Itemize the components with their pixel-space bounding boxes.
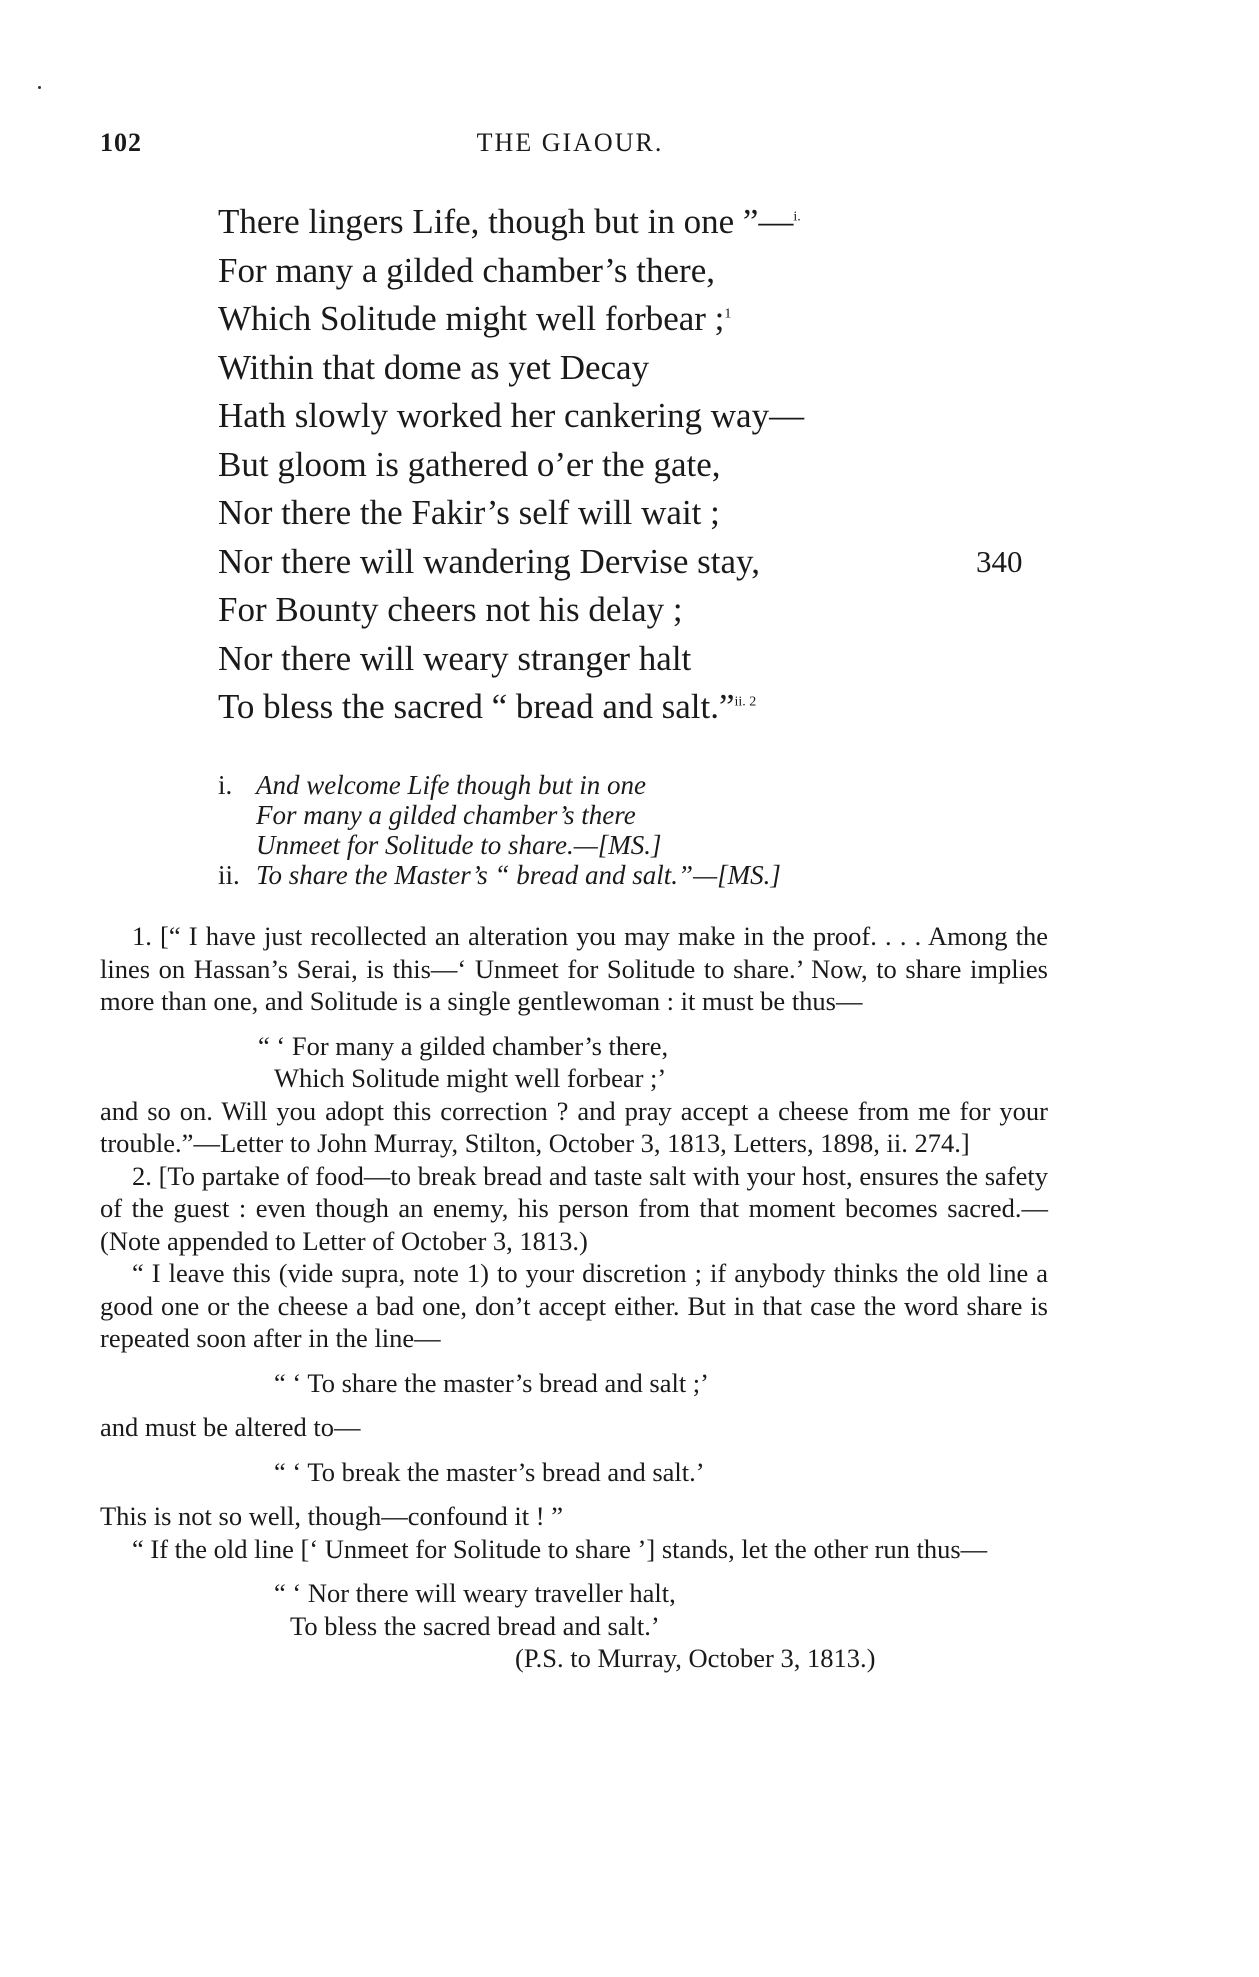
footnotes [100,920,1048,1675]
quotation: To bless the sacred bread and salt.’ [290,1610,660,1641]
quotation: “ ‘ To share the master’s bread and salt ;’ [274,1367,709,1398]
verse-line: Hath slowly worked her cankering way— [218,396,805,435]
verse-line: For Bounty cheers not his delay ; [218,590,683,629]
footnote-2: 2. [To partake of food—to break bread and taste salt with your host, ensures the safety of the guest : even though an enemy, his person from that moment becomes sacred.—(Note appended to Letter of October 3, 1813.) [100,1160,1048,1256]
verse-line: Within that dome as yet Decay [218,347,650,387]
running-title: THE GIAOUR. [476,128,664,157]
book-page: 102 THE GIAOUR. There lingers Life, though but in one ”—$^{i.}$ For many a gilded chamber’s there, Which Solitude might well forbear ;$^1$ Within that dome as yet Decay Hath slowly worked her cankering way— But gloom is gathered o’er the gate, Nor there the Fakir’s self will wait ; Nor there will wandering Dervise stay, 340 For Bounty cheers not his delay ; Nor there will weary stranger halt To bless the sacred “ bread and salt.”$^{ii. 2}$ i. And welcome Life though but in one For many a gilded chamber’s there Unmeet for Solitude to share.—[MS.] ii. To share the Master’s “ bread and salt.”—[MS.] 1. [“ I have just recollected an alteration you may make in the proof. . . . Among the lines on Hassan’s Serai, is this—‘ Unmeet for Solitude to share.’ Now, to share implies more than one, and Solitude is a single gentlewoman : it must be thus— “ ‘ For many a gilded chamber’s there, Which Solitude might well forbear ;’ and so on. Will you adopt this correction ? and pray accept a cheese from me for your trouble.”—Letter to John Murray, Stilton, October 3, 1813, Letters, 1898, ii. 274.] 2. [To partake of food—to break bread and taste salt with your host, ensures the safety of the guest : even though an enemy, his person from that moment becomes sacred.—(Note appended to Letter of October 3, 1813.) “ I leave this (vide supra, note 1) to your discretion ; if anybody thinks the old line a good one or the cheese a bad one, don’t accept either. But in that case the word share is repeated soon after in the line— “ ‘ To share the master’s bread and salt ;’ and must be altered to— “ ‘ To break the master’s bread and salt.’ This is not so well, though—confound it ! ” “ If the old line [‘ Unmeet for Solitude to share ’] stands, let the other run thus— “ ‘ Nor there will weary traveller halt, To bless the sacred bread and salt.’ (P.S. to Murray, October 3, 1813.) [0,0,1259,1977]
citation: (P.S. to Murray, October 3, 1813.) [515,1643,876,1673]
quotation: “ ‘ To break the master’s bread and salt.’ [274,1456,705,1487]
verse-line: Nor there will wandering Dervise stay, 340 [218,538,1058,587]
speck-mark [38,86,41,89]
footnote-text: “ If the old line [‘ Unmeet for Solitude to share ’] stands, let the other run thus— [132,1533,988,1564]
poem-text [218,198,1058,732]
footnote-text: and must be altered to— [100,1412,361,1442]
quotation: Which Solitude might well forbear ;’ [274,1063,667,1093]
page-number: 102 [100,128,142,157]
quotation: “ ‘ Nor there will weary traveller halt, [274,1578,676,1608]
footnote-2-cont: “ I leave this (vide supra, note 1) to your discretion ; if anybody thinks the old line a good one or the cheese a bad one, don’t accept either. But in that case the word share is repeated soon after in the line— [100,1258,1048,1353]
verse-line: There lingers Life, though but in one ”—$^{i.}$ [218,202,801,241]
footnote-1: 1. [“ I have just recollected an alteration you may make in the proof. . . . Among the lines on Hassan’s Serai, is this—‘ Unmeet for Solitude to share.’ Now, to share implies more than one, and Solitude is a single gentlewoman : it must be thus— [100,921,1048,1016]
verse-line: Nor there will weary stranger halt [218,638,692,678]
verse-line: Which Solitude might well forbear ;$^1$ [218,299,732,338]
footnote-text: This is not so well, though—confound it ! ” [100,1501,563,1531]
quotation: “ ‘ For many a gilded chamber’s there, [258,1030,669,1061]
line-number: 340 [976,543,1023,579]
verse-line: But gloom is gathered o’er the gate, [218,444,721,484]
footnote-1-cont: and so on. Will you adopt this correction ? and pray accept a cheese from me for your trouble.”—Letter to John Murray, Stilton, October 3, 1813, Letters, 1898, ii. 274.] [100,1095,1048,1158]
page-header [100,128,1040,158]
verse-line: To bless the sacred “ bread and salt.”$^{ii. 2}$ [218,687,757,726]
verse-line: For many a gilded chamber’s there, [218,250,715,290]
verse-line: Nor there the Fakir’s self will wait ; [218,493,720,532]
